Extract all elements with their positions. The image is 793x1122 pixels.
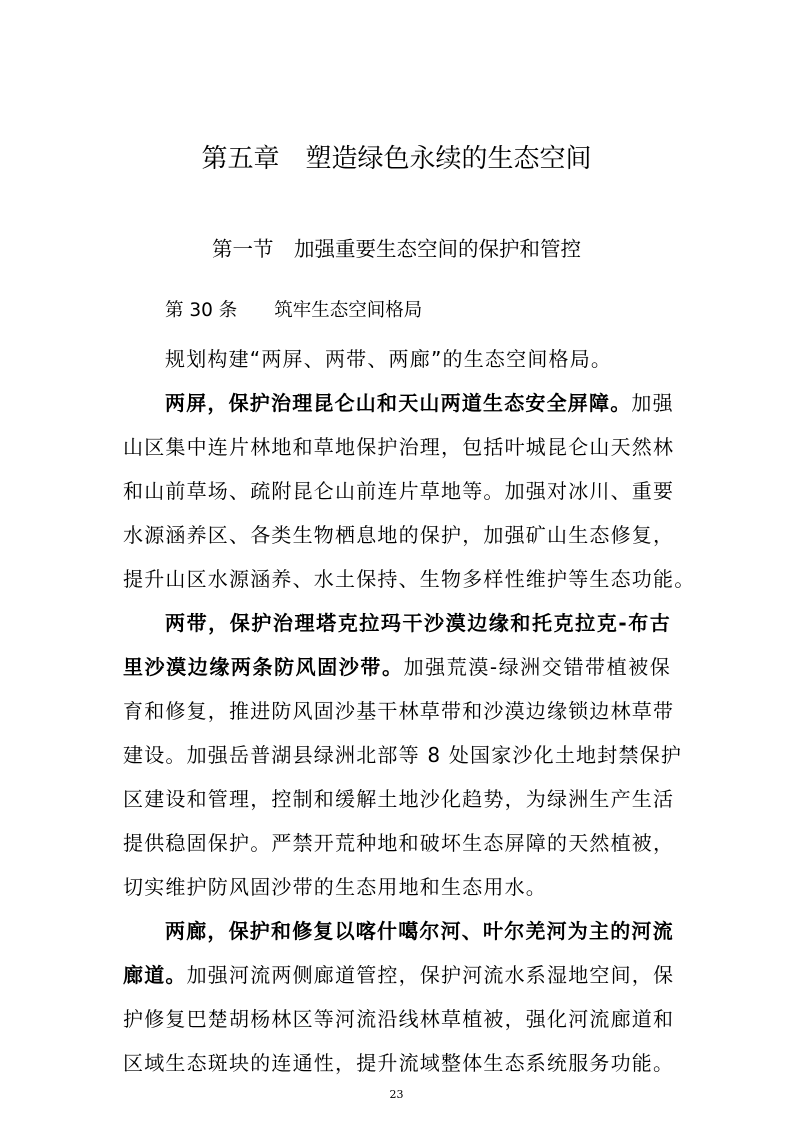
paragraph-1-line-1-text: 加强 bbox=[631, 391, 674, 415]
page-number: 23 bbox=[389, 1088, 404, 1101]
paragraph-1-line-5: 提升山区水源涵养、水土保持、生物多样性维护等生态功能。 bbox=[123, 567, 696, 591]
paragraph-1-line-3: 和山前草场、疏附昆仑山前连片草地等。加强对冰川、重要 bbox=[123, 479, 675, 503]
paragraph-2-line-6: 提供稳固保护。严禁开荒种地和破坏生态屏障的天然植被， bbox=[123, 831, 675, 855]
chapter-title: 第五章 塑造绿色永续的生态空间 bbox=[201, 144, 592, 174]
paragraph-1-line-2: 山区集中连片林地和草地保护治理，包括叶城昆仑山天然林 bbox=[123, 435, 675, 459]
paragraph-3-line-2-text: 加强河流两侧廊道管控，保护河流水系湿地空间，保 bbox=[186, 963, 675, 987]
paragraph-2-line-3: 育和修复，推进防风固沙基干林草带和沙漠边缘锁边林草带 bbox=[123, 699, 675, 723]
paragraph-2-line-4: 建设。加强岳普湖县绿洲北部等 8 处国家沙化土地封禁保护 bbox=[123, 743, 683, 767]
paragraph-1-lead: 两屏，保护治理昆仑山和天山两道生态安全屏障。 bbox=[165, 391, 632, 415]
paragraph-1-line-4: 水源涵养区、各类生物栖息地的保护，加强矿山生态修复， bbox=[123, 523, 675, 547]
paragraph-2-line-2-text: 加强荒漠-绿洲交错带植被保 bbox=[403, 655, 671, 679]
intro-paragraph: 规划构建“两屏、两带、两廊”的生态空间格局。 bbox=[165, 347, 613, 371]
paragraph-1-line-1 bbox=[165, 388, 674, 418]
article-title: 第 30 条 筑牢生态空间格局 bbox=[165, 300, 423, 321]
paragraph-3-line-4: 区域生态斑块的连通性，提升流域整体生态系统服务功能。 bbox=[123, 1051, 675, 1075]
paragraph-2-line-7: 切实维护防风固沙带的生态用地和生态用水。 bbox=[123, 875, 547, 899]
paragraph-2-line-2 bbox=[123, 652, 671, 682]
paragraph-3-line-1: 两廊，保护和修复以喀什噶尔河、叶尔羌河为主的河流 bbox=[165, 919, 674, 943]
section-title: 第一节 加强重要生态空间的保护和管控 bbox=[212, 237, 581, 261]
paragraph-3-line-3: 护修复巴楚胡杨林区等河流沿线林草植被，强化河流廊道和 bbox=[123, 1007, 675, 1031]
paragraph-2-line-1: 两带，保护治理塔克拉玛干沙漠边缘和托克拉克-布古 bbox=[165, 611, 671, 635]
paragraph-3-lead: 廊道。 bbox=[123, 963, 187, 987]
paragraph-2-lead: 里沙漠边缘两条防风固沙带。 bbox=[123, 655, 404, 679]
paragraph-3-line-2 bbox=[123, 960, 675, 990]
paragraph-2-line-5: 区建设和管理，控制和缓解土地沙化趋势，为绿洲生产生活 bbox=[123, 787, 675, 811]
